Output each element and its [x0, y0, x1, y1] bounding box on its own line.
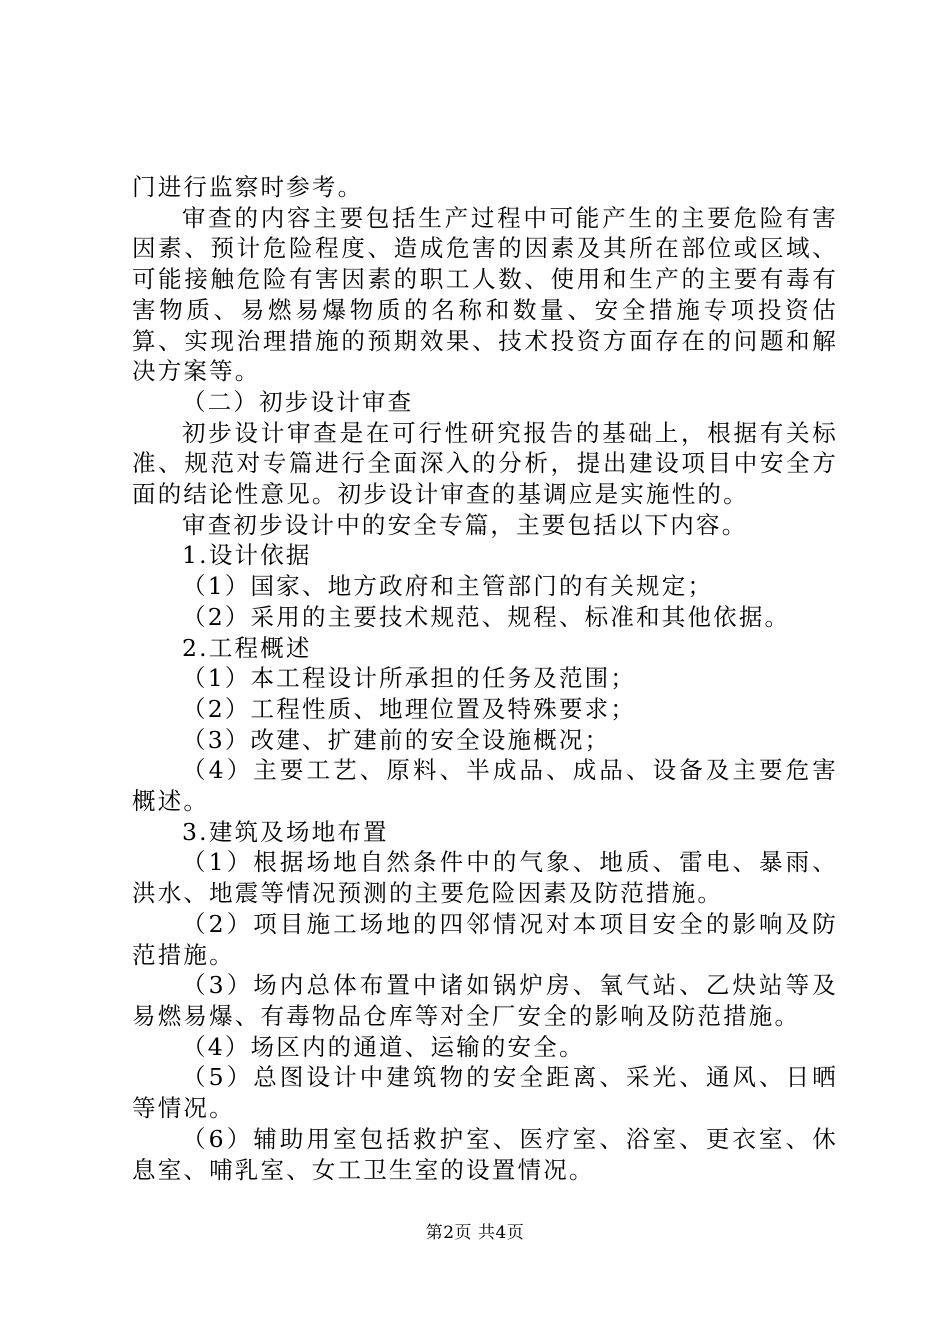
list-item: （1）本工程设计所承担的任务及范围；	[182, 664, 637, 693]
list-item: （2）项目施工场地的四邻情况对本项目安全的影响及防范措施。	[132, 909, 838, 969]
subheading-design-basis: 1.设计依据	[182, 541, 312, 570]
list-item: （1）根据场地自然条件中的气象、地质、雷电、暴雨、洪水、地震等情况预测的主要危险因素及防范措施。	[132, 848, 838, 908]
list-item: （4）场区内的通道、运输的安全。	[182, 1032, 585, 1061]
list-item: （6）辅助用室包括救护室、医疗室、浴室、更衣室、休息室、哺乳室、女工卫生室的设置情况。	[132, 1124, 838, 1184]
list-item: （3）改建、扩建前的安全设施概况；	[182, 725, 611, 754]
list-item: （2）采用的主要技术规范、规程、标准和其他依据。	[182, 602, 791, 631]
list-item: （1）国家、地方政府和主管部门的有关规定；	[182, 572, 714, 601]
list-item: （3）场内总体布置中诸如锅炉房、氧气站、乙炔站等及易燃易爆、有毒物品仓库等对全厂安全的影响及防范措施。	[132, 971, 838, 1030]
document-body	[132, 172, 838, 1185]
subheading-building-site-layout: 3.建筑及场地布置	[182, 817, 389, 846]
paragraph-safety-chapter: 审查初步设计中的安全专篇，主要包括以下内容。	[182, 510, 748, 539]
paragraph-preliminary-design: 初步设计审查是在可行性研究报告的基础上，根据有关标准、规范对专篇进行全面深入的分析，提出建设项目中安全方面的结论性意见。初步设计审查的基调应是实施性的。	[132, 418, 838, 509]
subheading-project-overview: 2.工程概述	[182, 633, 312, 662]
paragraph-review-content: 审查的内容主要包括生产过程中可能产生的主要危险有害因素、预计危险程度、造成危害的因素及其所在部位或区域、可能接触危险有害因素的职工人数、使用和生产的主要有毒有害物质、易燃易爆物质的名称和数量、安全措施专项投资估算、实现治理措施的预期效果、技术投资方面存在的问题和解决方案等。	[132, 203, 838, 386]
list-item: （2）工程性质、地理位置及特殊要求；	[182, 694, 637, 723]
section-heading-preliminary-design: （二）初步设计审查	[182, 387, 414, 416]
page-number-footer: 第2页 共4页	[425, 1223, 525, 1243]
paragraph-continuation: 门进行监察时参考。	[132, 173, 364, 201]
list-item: （5）总图设计中建筑物的安全距离、采光、通风、日晒等情况。	[132, 1063, 838, 1123]
list-item: （4）主要工艺、原料、半成品、成品、设备及主要危害概述。	[132, 756, 838, 816]
